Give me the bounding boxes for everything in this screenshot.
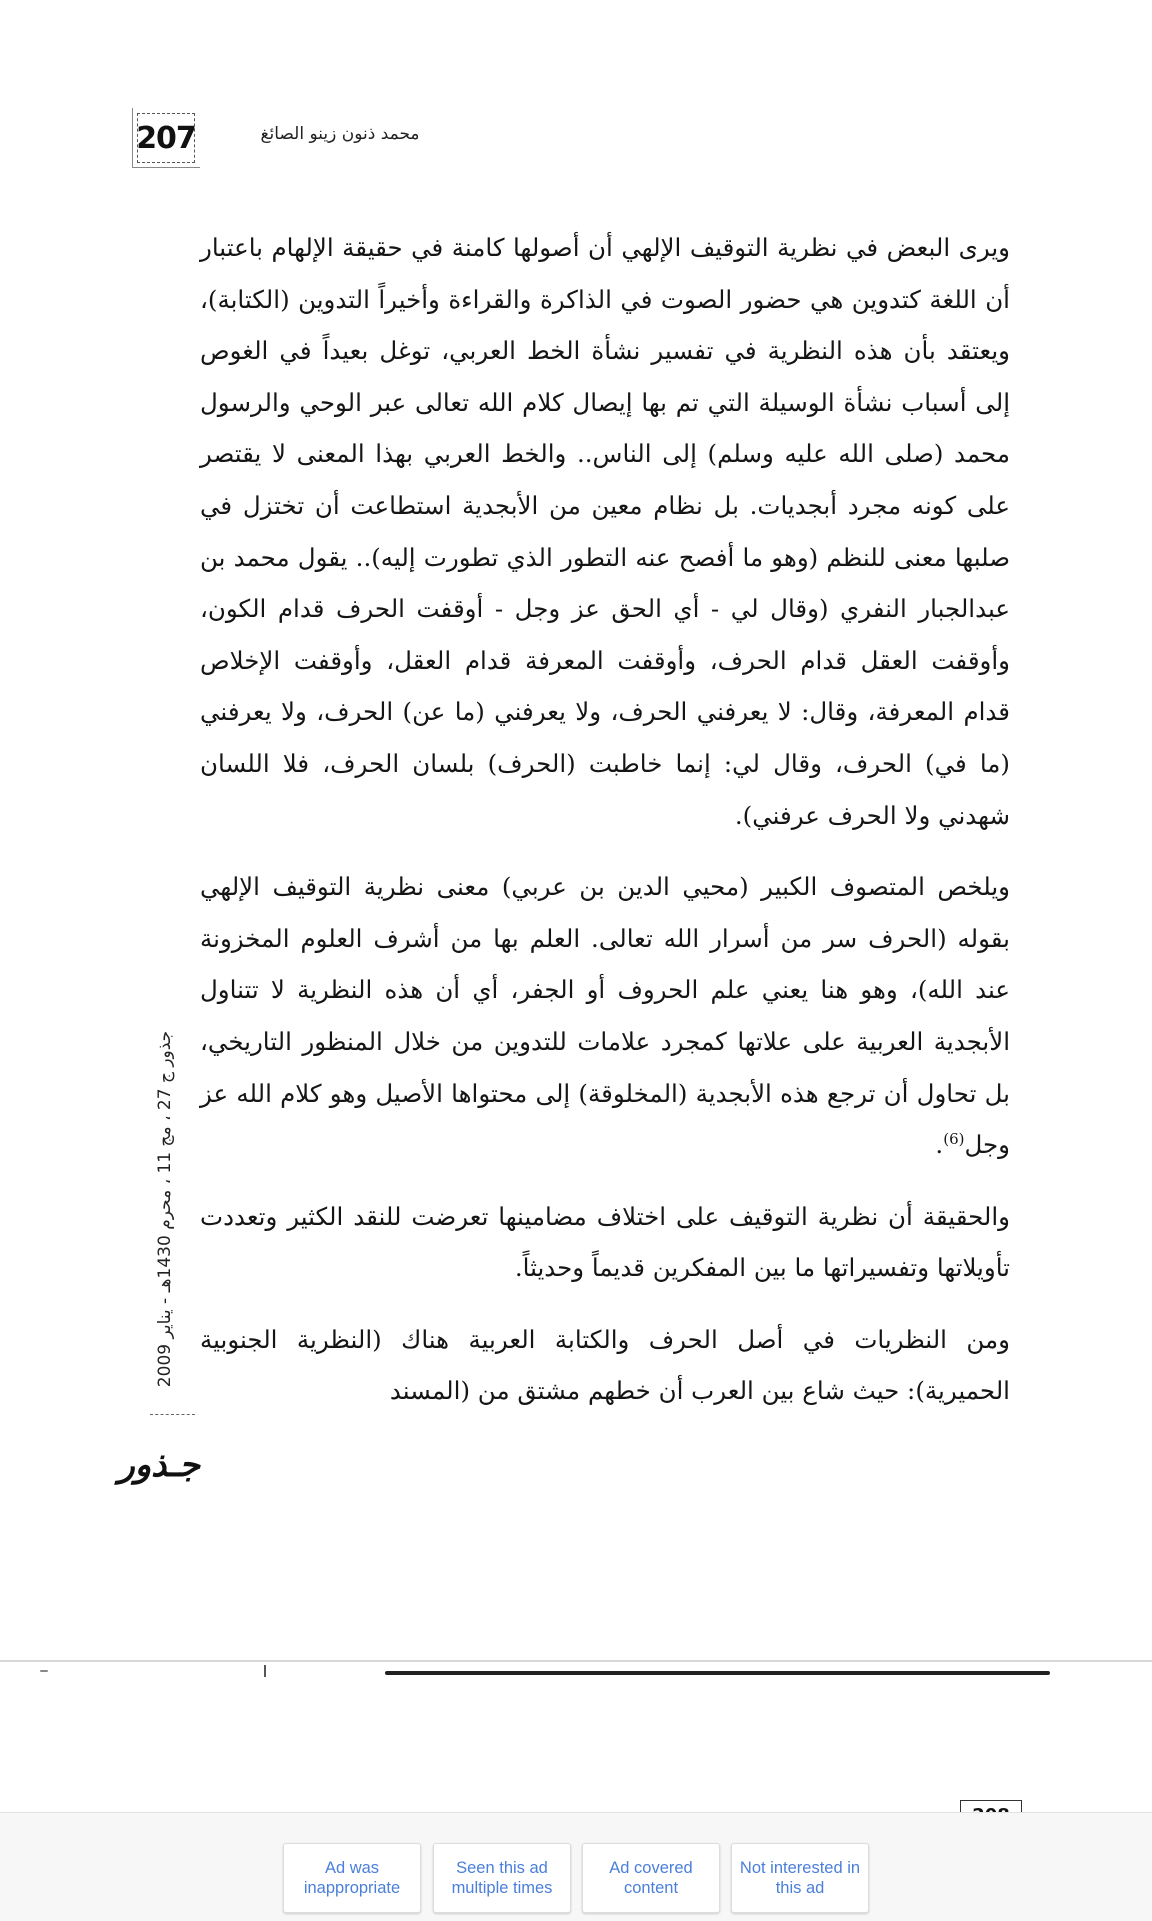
ad-covered-content-button[interactable]: Ad covered content — [582, 1843, 720, 1913]
ad-feedback-bar — [0, 1812, 1152, 1921]
paragraph-2-text: ويلخص المتصوف الكبير (محيي الدين بن عربي) معنى نظرية التوقيف الإلهي بقوله (الحرف سر من أسرار الله تعالى. العلم بها من أشرف العلوم المخزونة عند الله)، وهو هنا يعني علم الحروف أو الجفر، أي أن هذه النظرية لا تتناول الأبجدية العربية على علاتها كمجرد علامات للتدوين من خلال المنظور التاريخي، بل تحاول أن ترجع هذه الأبجدية (المخلوقة) إلى محتواها الأصيل وهو كلام الله عز وجل — [200, 872, 1010, 1160]
margin-divider — [150, 1414, 195, 1415]
scan-mark — [40, 1670, 48, 1672]
journal-info-text: جذور ج 27 ، مج 11 ، محرم 1430هـ - يناير 2009 — [155, 1030, 175, 1388]
ad-seen-multiple-button[interactable]: Seen this ad multiple times — [433, 1843, 571, 1913]
page-break — [0, 1660, 1152, 1662]
page-number: 207 — [137, 113, 195, 163]
ad-not-interested-button[interactable]: Not interested in this ad — [731, 1843, 869, 1913]
paragraph-2 — [200, 861, 1010, 1171]
paragraph-4: ومن النظريات في أصل الحرف والكتابة العربية هناك (النظرية الجنوبية الحميرية): حيث شاع بين العرب أن خطهم مشتق من (المسند — [200, 1324, 1010, 1406]
paragraph-1: ويرى البعض في نظرية التوقيف الإلهي أن أصولها كامنة في حقيقة الإلهام باعتبار أن اللغة كتدوين هي حضور الصوت في الذاكرة والقراءة وأخيراً التدوين (الكتابة)، ويعتقد بأن هذه النظرية في تفسير نشأة الخط العربي، توغل بعيداً في الغوص إلى أسباب نشأة الوسيلة التي تم بها إيصال كلام الله تعالى عبر الوحي والرسول محمد (صلى الله عليه وسلم) إلى الناس.. والخط العربي بهذا المعنى لا يقتصر على كونه مجرد أبجديات. بل نظام معين من الأبجدية استطاعت أن تختزل في صلبها معنى للنظم (وهو ما أفصح عنه التطور الذي تطورت إليه).. يقول محمد بن عبدالجبار النفري (وقال لي - أي الحق عز وجل - أوقفت الحرف قدام الكون، وأوقفت العقل قدام الحرف، وأوقفت المعرفة قدام العقل، وأوقفت الإخلاص قدام المعرفة، وقال: لا يعرفني الحرف، ولا يعرفني (ما عن) الحرف، ولا يعرفني (ما في) الحرف، وقال لي: إنما خاطبت (الحرف) بلسان الحرف، فلا اللسان شهدني ولا الحرف عرفني). — [200, 233, 1010, 830]
journal-logo: جـذور — [118, 1445, 200, 1485]
journal-info — [150, 1009, 180, 1409]
paragraph-3: والحقيقة أن نظرية التوقيف على اختلاف مضامينها تعرضت للنقد الكثير وتعددت تأويلاتها وتفسيراتها ما بين المفكرين قديماً وحديثاً. — [200, 1201, 1010, 1283]
author-header: محمد ذنون زينو الصائغ — [260, 124, 420, 144]
footnote-ref: (6) — [943, 1129, 965, 1148]
paragraph-2-end: . — [935, 1130, 944, 1160]
article-body — [200, 222, 1010, 1417]
ad-inappropriate-button[interactable]: Ad was inappropriate — [283, 1843, 421, 1913]
next-page-rule — [385, 1671, 1050, 1675]
scan-tick — [264, 1665, 266, 1677]
